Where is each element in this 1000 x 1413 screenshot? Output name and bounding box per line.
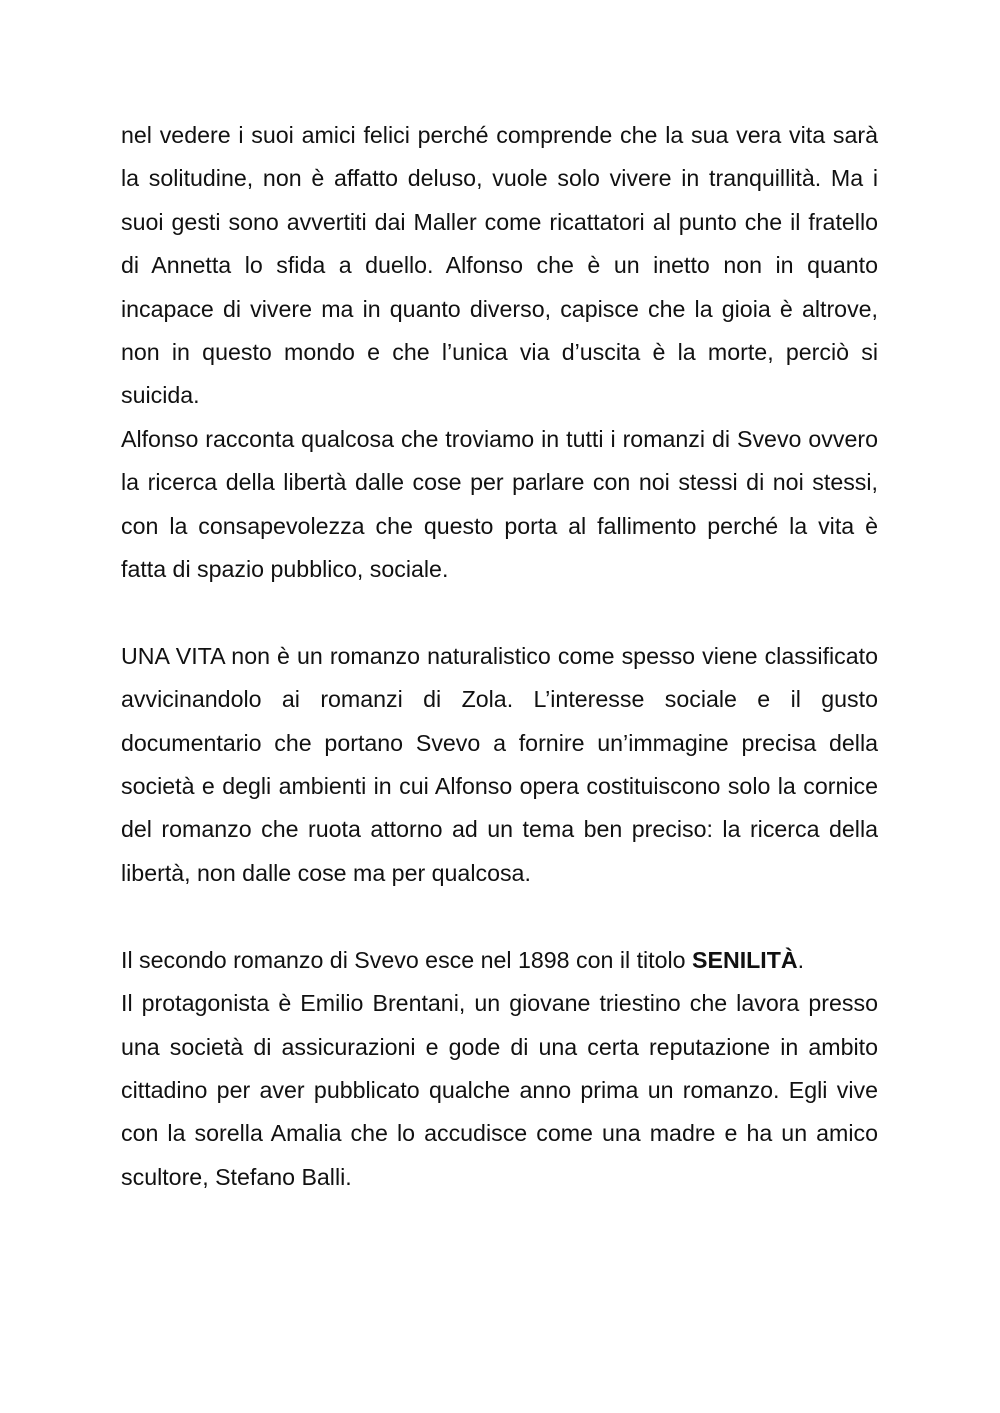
paragraph-una-vita: UNA VITA non è un romanzo naturalistico come spesso viene classificato avvicinandolo ai romanzi di Zola. L’interesse sociale e il gusto documentario che portano Svevo a fornire un’immagine precisa della società e degli ambienti in cui Alfonso opera costituiscono solo la cornice del romanzo che ruota attorno ad un tema ben preciso: la ricerca della libertà, non dalle cose ma per qualcosa.: [121, 642, 878, 886]
senilita-intro-text: Il secondo romanzo di Svevo esce nel 1898 con il titolo: [121, 946, 693, 973]
senilita-title: SENILITÀ: [692, 946, 798, 973]
paragraph-spacer: [121, 895, 878, 938]
paragraph-svevo-theme: Alfonso racconta qualcosa che troviamo in tutti i romanzi di Svevo ovvero la ricerca della libertà dalle cose per parlare con noi stessi di noi stessi, con la consapevolezza che questo porta al fallimento perché la vita è fatta di spazio pubblico, sociale.: [121, 425, 878, 583]
paragraph-emilio-brentani: Il protagonista è Emilio Brentani, un giovane triestino che lavora presso una società di assicurazioni e gode di una certa reputazione in ambito cittadino per aver pubblicato qualche anno prima un romanzo. Egli vive con la sorella Amalia che lo accudisce come una madre e ha un amico scultore, Stefano Balli.: [121, 990, 878, 1190]
paragraph-spacer: [121, 591, 878, 634]
senilita-intro-end: .: [797, 946, 805, 973]
document-page: [121, 114, 878, 1199]
paragraph-senilita-intro: [121, 939, 878, 982]
paragraph-alfonso-ending: nel vedere i suoi amici felici perché comprende che la sua vera vita sarà la solitudine, non è affatto deluso, vuole solo vivere in tranquillità. Ma i suoi gesti sono avvertiti dai Maller come ricattatori al punto che il fratello di Annetta lo sfida a duello. Alfonso che è un inetto non in quanto incapace di vivere ma in quanto diverso, capisce che la gioia è altrove, non in questo mondo e che l’unica via d’uscita è la morte, perciò si suicida.: [121, 122, 878, 409]
